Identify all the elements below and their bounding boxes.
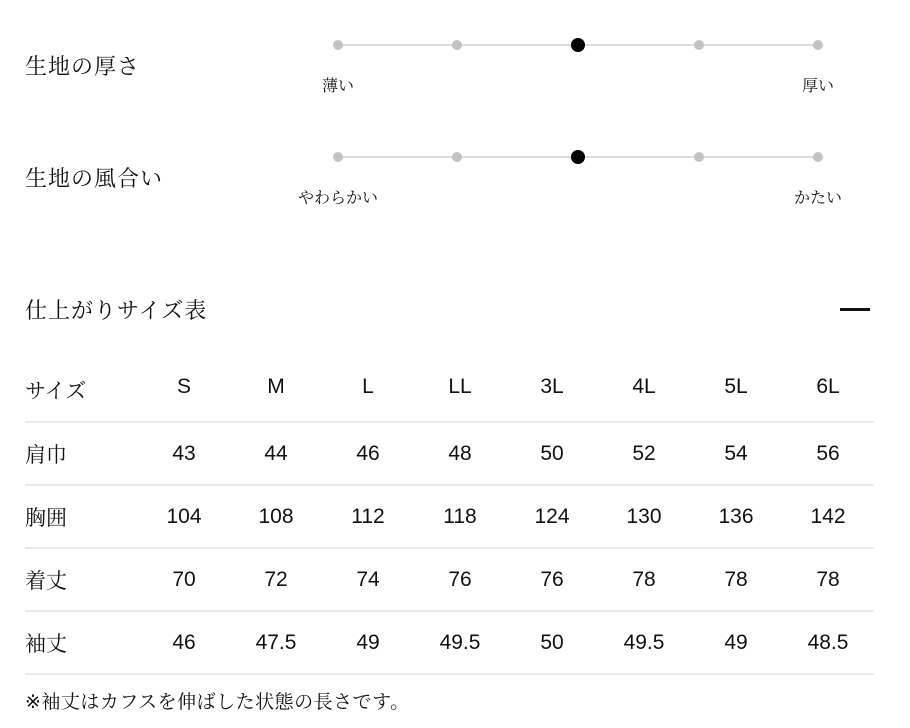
scale-dot: [813, 152, 823, 162]
measurement-value: 56: [816, 441, 840, 465]
size-header-cell: 5L: [724, 375, 748, 398]
size-header-cell: L: [362, 375, 374, 398]
measurement-label: 着丈: [25, 569, 67, 593]
measurement-value: 74: [356, 567, 380, 591]
measurement-value: 47.5: [255, 630, 297, 654]
measurement-value: 76: [448, 567, 472, 591]
scale-min-label: やわらかい: [297, 190, 379, 207]
scale-dots: [333, 150, 823, 164]
scale-dot: [452, 40, 462, 50]
scale-dot-selected: [571, 150, 585, 164]
scale-min-label: 薄い: [321, 78, 355, 95]
fabric-texture-row: [25, 150, 874, 205]
measurement-label: 胸囲: [25, 506, 67, 530]
measurement-value: 49: [356, 630, 380, 654]
size-table-row: [25, 549, 874, 612]
measurement-value: 44: [264, 441, 288, 465]
measurement-value: 43: [172, 441, 196, 465]
size-header-cell: M: [267, 375, 285, 398]
measurement-value: 76: [540, 567, 564, 591]
scale-endpoints: [321, 73, 835, 95]
measurement-value: 112: [351, 504, 385, 528]
measurement-value: 50: [540, 630, 564, 654]
measurement-value: 48.5: [807, 630, 849, 654]
measurement-value: 70: [172, 567, 196, 591]
measurement-value: 72: [264, 567, 288, 591]
measurement-value: 142: [810, 504, 846, 528]
size-section-title: 仕上がりサイズ表: [25, 298, 208, 323]
size-table: [25, 367, 874, 714]
size-table-body: [25, 423, 874, 675]
size-table-row: [25, 612, 874, 675]
measurement-value: 130: [626, 504, 662, 528]
measurement-value: 46: [172, 630, 196, 654]
measurement-value: 46: [356, 441, 380, 465]
measurement-value: 118: [443, 504, 477, 528]
measurement-value: 48: [448, 441, 472, 465]
measurement-value: 78: [724, 567, 748, 591]
measurement-value: 136: [718, 504, 754, 528]
fabric-texture-scale: [297, 150, 843, 207]
scale-dot: [333, 152, 343, 162]
measurement-value: 54: [724, 441, 748, 465]
scale-max-label: かたい: [793, 190, 843, 207]
measurement-value: 50: [540, 441, 564, 465]
scale-dot-selected: [571, 38, 585, 52]
fabric-thickness-row: [25, 38, 874, 93]
scale-endpoints: [297, 185, 843, 207]
size-header-cell: LL: [448, 375, 472, 398]
size-header-cell: S: [176, 375, 191, 398]
size-header-cell: 3L: [540, 375, 564, 398]
measurement-value: 49: [724, 630, 748, 654]
fabric-thickness-scale: [321, 38, 835, 95]
measurement-value: 52: [632, 441, 656, 465]
scale-dot: [813, 40, 823, 50]
minus-icon: [840, 308, 870, 311]
fabric-thickness-label: 生地の厚さ: [25, 54, 141, 79]
size-table-header-row: [25, 367, 874, 423]
size-table-row: [25, 486, 874, 549]
fabric-texture-label: 生地の風合い: [25, 166, 164, 191]
measurement-value: 124: [534, 504, 570, 528]
measurement-value: 78: [632, 567, 656, 591]
scale-dots: [333, 38, 823, 52]
size-table-footnote: ※袖丈はカフスを伸ばした状態の長さです。: [25, 692, 410, 713]
measurement-value: 78: [816, 567, 840, 591]
scale-max-label: 厚い: [801, 78, 835, 95]
size-header-cell: 6L: [816, 375, 840, 398]
scale-dot: [694, 40, 704, 50]
measurement-value: 49.5: [623, 630, 665, 654]
scale-dot: [333, 40, 343, 50]
measurement-label: 肩巾: [25, 443, 67, 467]
scale-dot: [452, 152, 462, 162]
size-column-title: サイズ: [25, 380, 87, 403]
measurement-value: 108: [258, 504, 294, 528]
size-header-cell: 4L: [632, 375, 656, 398]
measurement-label: 袖丈: [25, 632, 67, 656]
measurement-value: 49.5: [439, 630, 481, 654]
scale-dot: [694, 152, 704, 162]
size-table-row: [25, 423, 874, 486]
size-section-header: [25, 294, 874, 325]
measurement-value: 104: [166, 504, 202, 528]
collapse-section-button[interactable]: [824, 300, 870, 320]
